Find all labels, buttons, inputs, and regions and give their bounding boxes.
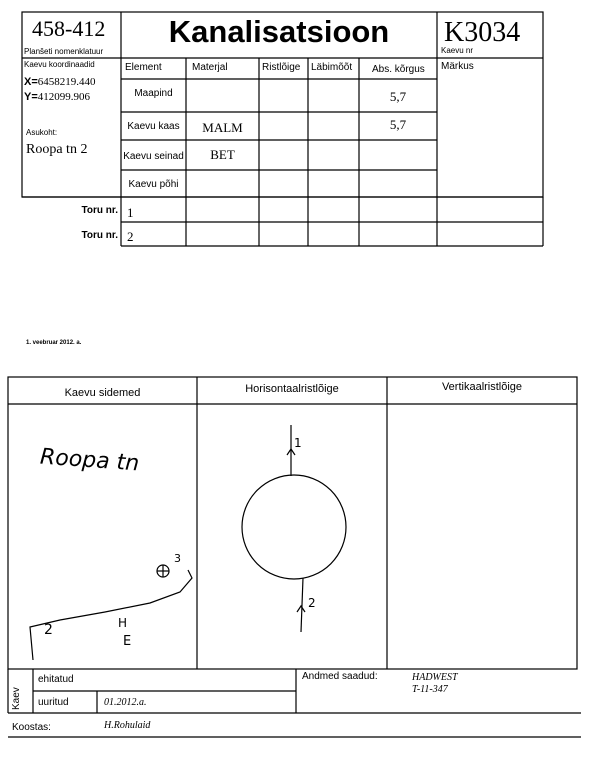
- author-label: Koostas:: [12, 722, 51, 733]
- source-label: Andmed saadud:: [302, 671, 378, 682]
- built-label: ehitatud: [38, 674, 74, 685]
- y-value: 412099.906: [37, 91, 91, 103]
- row-abs: 5,7: [389, 117, 407, 132]
- pipe-1-label: 1: [294, 436, 302, 450]
- surveyed-label: uuritud: [38, 697, 69, 708]
- col-materjal: Materjal: [192, 62, 228, 73]
- pipe-value: 1: [127, 205, 134, 220]
- location-label: Asukoht:: [26, 128, 58, 137]
- source-value-2: T-11-347: [412, 684, 448, 695]
- surveyed-date: 01.2012.a.: [104, 697, 147, 708]
- row-element: Kaevu kaas: [127, 121, 180, 132]
- well-id: K3034: [444, 17, 521, 48]
- sketch-label-2: 2: [44, 622, 53, 638]
- row-abs: 5,7: [389, 89, 407, 104]
- x-value: 6458219.440: [37, 76, 96, 88]
- row-materjal: BET: [210, 147, 235, 162]
- row-element: Kaevu seinad: [123, 151, 184, 162]
- pipe-label: Toru nr.: [81, 230, 118, 241]
- side-label: Kaev: [11, 687, 22, 710]
- well-id-label: Kaevu nr: [441, 46, 474, 55]
- sketch-label-3: 3: [174, 552, 181, 565]
- coords-label: Kaevu koordinaadid: [24, 60, 95, 69]
- sketch-label-h: H: [118, 616, 128, 630]
- col-ristloige: Ristlõige: [262, 62, 301, 73]
- pipe-2-label: 2: [308, 596, 316, 610]
- pipe-value: 2: [127, 229, 134, 244]
- x-coordinate: [24, 76, 96, 88]
- col1-title: Kaevu sidemed: [64, 387, 141, 399]
- col-element: Element: [125, 62, 162, 73]
- sketch-label-e: E: [123, 634, 132, 649]
- y-coordinate: [24, 91, 90, 103]
- row-element: Kaevu põhi: [128, 179, 179, 190]
- col3-title: Vertikaalristlõige: [441, 381, 523, 393]
- sketch-street-label: Roopa tn: [39, 444, 140, 477]
- location-value: Roopa tn 2: [26, 142, 88, 157]
- sheet-number: 458-412: [32, 16, 106, 41]
- col-labimoot: Läbimõõt: [311, 62, 353, 73]
- col-markus: Märkus: [441, 61, 474, 72]
- date-note: 1. veebruar 2012. a.: [26, 340, 82, 346]
- pipe-label: Toru nr.: [81, 205, 118, 216]
- row-element: Maapind: [134, 88, 173, 99]
- sheet-label: Planšeti nomenklatuur: [24, 47, 104, 56]
- y-label: Y=: [24, 91, 38, 103]
- row-materjal: MALM: [202, 120, 243, 135]
- source-value-1: HADWEST: [412, 672, 458, 683]
- col-abs-korgus: Abs. kõrgus: [372, 64, 425, 75]
- author-value: H.Rohulaid: [104, 720, 151, 731]
- page-title: Kanalisatsioon: [168, 14, 390, 49]
- x-label: X=: [24, 76, 38, 88]
- col2-title: Horisontaalristlõige: [245, 383, 339, 395]
